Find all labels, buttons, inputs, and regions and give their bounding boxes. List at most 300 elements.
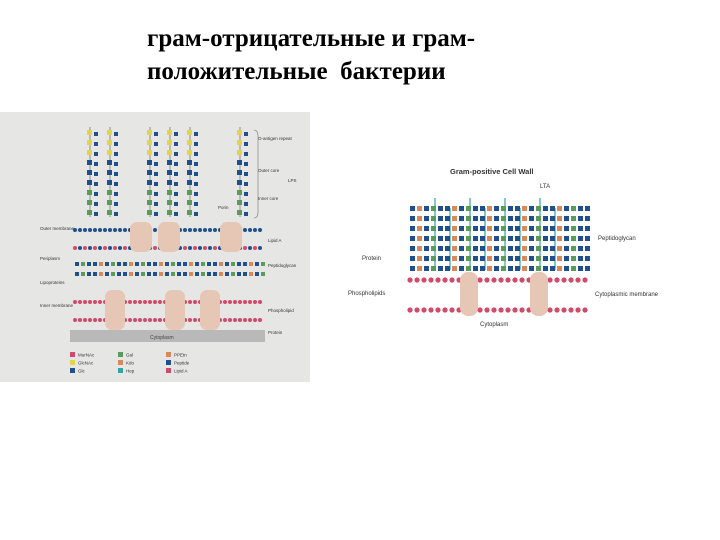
gp-pg-sugar — [487, 266, 492, 271]
im-inner-head — [83, 318, 87, 322]
lps-sugar — [237, 150, 242, 155]
im-inner-head — [248, 318, 252, 322]
gp-pg-sugar — [557, 256, 562, 261]
lps-sugar — [187, 200, 192, 205]
gp-pg-sugar — [494, 216, 499, 221]
gp-membrane-protein — [530, 272, 548, 316]
gp-pg-sugar — [487, 216, 492, 221]
om-outer-head — [248, 228, 252, 232]
membrane-protein — [105, 290, 125, 330]
gp-pg-sugar — [438, 236, 443, 241]
gp-pg-sugar — [536, 266, 541, 271]
gp-pg-sugar — [494, 206, 499, 211]
pg-sugar — [165, 262, 169, 266]
gp-pg-sugar — [571, 246, 576, 251]
im-outer-head — [223, 300, 227, 304]
om-inner-head — [113, 246, 117, 250]
gp-pg-sugar — [515, 256, 520, 261]
pg-sugar — [117, 272, 121, 276]
gp-mem-outer-head — [442, 277, 447, 282]
gp-mem-inner-head — [505, 307, 510, 312]
gp-pg-sugar — [494, 236, 499, 241]
om-inner-head — [103, 246, 107, 250]
gp-pg-sugar — [536, 256, 541, 261]
im-inner-head — [188, 318, 192, 322]
pg-sugar — [135, 272, 139, 276]
lps-sugar — [87, 130, 92, 135]
gp-pg-sugar — [438, 216, 443, 221]
gp-pg-sugar — [543, 246, 548, 251]
pg-sugar — [231, 262, 235, 266]
pg-sugar — [255, 272, 259, 276]
gp-pg-sugar — [557, 246, 562, 251]
im-outer-head — [238, 300, 242, 304]
gp-pg-sugar — [501, 256, 506, 261]
gp-pg-sugar — [459, 226, 464, 231]
gp-pg-sugar — [501, 266, 506, 271]
gp-pg-sugar — [550, 246, 555, 251]
gp-pg-sugar — [522, 216, 527, 221]
im-inner-head — [193, 318, 197, 322]
lps-sugar — [107, 160, 112, 165]
gp-pg-sugar — [536, 226, 541, 231]
pg-sugar — [93, 272, 97, 276]
legend-label: Kdo — [126, 360, 135, 366]
im-inner-head — [128, 318, 132, 322]
gp-pg-sugar — [501, 226, 506, 231]
pg-sugar — [183, 272, 187, 276]
lps-sugar — [107, 180, 112, 185]
im-outer-head — [138, 300, 142, 304]
pg-sugar — [195, 262, 199, 266]
gp-mem-inner-head — [519, 307, 524, 312]
lps-branch — [194, 212, 198, 216]
gram-positive-svg — [340, 150, 720, 350]
om-outer-head — [88, 228, 92, 232]
im-inner-head — [253, 318, 257, 322]
lps-branch — [244, 192, 248, 196]
cytoplasm-label: Cytoplasm — [150, 335, 174, 341]
gp-pg-sugar — [438, 246, 443, 251]
lps-chains — [87, 127, 248, 217]
membrane-protein — [165, 290, 185, 330]
lps-sugar — [87, 160, 92, 165]
im-inner-head — [148, 318, 152, 322]
gp-pg-sugar — [424, 226, 429, 231]
lps-branch — [114, 172, 118, 176]
gp-mem-outer-head — [491, 277, 496, 282]
pg-sugar — [243, 262, 247, 266]
lps-sugar — [167, 160, 172, 165]
pg-sugar — [207, 272, 211, 276]
pg-sugar — [123, 262, 127, 266]
gp-pg-sugar — [466, 256, 471, 261]
gp-pg-sugar — [501, 246, 506, 251]
gp-pg-sugar — [564, 216, 569, 221]
gp-pg-sugar — [452, 226, 457, 231]
gp-pg-sugar — [431, 256, 436, 261]
gp-mem-inner-head — [449, 307, 454, 312]
gp-pg-sugar — [466, 266, 471, 271]
lps-branch — [94, 172, 98, 176]
lps-branch — [114, 182, 118, 186]
gp-pg-sugar — [501, 236, 506, 241]
gp-mem-inner-head — [554, 307, 559, 312]
gp-pg-sugar — [564, 266, 569, 271]
lps-branch — [194, 132, 198, 136]
lps-sugar — [147, 190, 152, 195]
om-inner-head — [93, 246, 97, 250]
pg-sugar — [141, 262, 145, 266]
pg-sugar — [129, 272, 133, 276]
gp-pg-sugar — [487, 236, 492, 241]
lps-sugar — [187, 180, 192, 185]
pg-sugar — [177, 262, 181, 266]
gp-pg-sugar — [417, 256, 422, 261]
gp-mem-inner-head — [414, 307, 419, 312]
om-outer-head — [123, 228, 127, 232]
gp-pg-sugar — [543, 226, 548, 231]
legend-swatch — [118, 352, 123, 357]
gp-pg-sugar — [452, 256, 457, 261]
lps-sugar — [147, 150, 152, 155]
gp-pg-sugar — [445, 236, 450, 241]
lps-sugar — [107, 190, 112, 195]
pg-sugar — [249, 272, 253, 276]
om-inner-head — [203, 246, 207, 250]
pg-sugar — [111, 272, 115, 276]
gp-pg-sugar — [410, 206, 415, 211]
pg-sugar — [93, 262, 97, 266]
pg-sugar — [231, 272, 235, 276]
gp-pg-sugar — [424, 256, 429, 261]
lps-branch — [94, 142, 98, 146]
gp-pg-sugar — [578, 206, 583, 211]
lps-branch — [114, 212, 118, 216]
lps-branch — [244, 162, 248, 166]
gp-pg-sugar — [466, 206, 471, 211]
om-outer-head — [253, 228, 257, 232]
lps-branch — [174, 172, 178, 176]
pg-sugar — [81, 262, 85, 266]
om-inner-head — [248, 246, 252, 250]
gp-pg-sugar — [438, 256, 443, 261]
im-outer-head — [248, 300, 252, 304]
peptidoglycan-layer — [75, 262, 265, 276]
lps-sugar — [87, 210, 92, 215]
gp-pg-sugar — [473, 216, 478, 221]
legend-label: Lipid A — [174, 368, 188, 374]
legend-label: Glc — [78, 368, 85, 374]
im-outer-head — [253, 300, 257, 304]
gp-pg-sugar — [459, 206, 464, 211]
pg-sugar — [111, 262, 115, 266]
pg-sugar — [99, 262, 103, 266]
om-outer-head — [213, 228, 217, 232]
title-line-1: грам-отрицательные и грам- — [147, 25, 476, 52]
lps-sugar — [237, 130, 242, 135]
lps-sugar — [167, 200, 172, 205]
lps-sugar — [167, 130, 172, 135]
om-inner-head — [258, 246, 262, 250]
title-line-2: положительные бактерии — [147, 58, 446, 85]
gp-pg-sugar — [438, 206, 443, 211]
gp-mem-outer-head — [407, 277, 412, 282]
inner-core-label: Inner core — [258, 196, 279, 201]
gp-mem-inner-head — [547, 307, 552, 312]
gp-pg-sugar — [578, 236, 583, 241]
gp-pg-sugar — [543, 216, 548, 221]
gp-pg-sugar — [557, 206, 562, 211]
gp-pg-sugar — [529, 206, 534, 211]
lps-branch — [94, 202, 98, 206]
legend-swatch — [70, 360, 75, 365]
gp-mem-outer-head — [435, 277, 440, 282]
pg-sugar — [75, 272, 79, 276]
gp-pg-sugar — [543, 266, 548, 271]
gp-pg-sugar — [424, 246, 429, 251]
gp-pg-sugar — [536, 236, 541, 241]
lps-sugar — [167, 170, 172, 175]
lps-branch — [114, 192, 118, 196]
lps-branch — [194, 182, 198, 186]
gp-pg-sugar — [452, 246, 457, 251]
om-inner-head — [153, 246, 157, 250]
gp-pg-sugar — [585, 236, 590, 241]
gp-pg-sugar — [487, 246, 492, 251]
gp-mem-outer-head — [477, 277, 482, 282]
gp-phospholipids-label: Phospholipids — [348, 291, 386, 297]
lps-sugar — [87, 150, 92, 155]
gp-pg-sugar — [431, 206, 436, 211]
gp-mem-outer-head — [421, 277, 426, 282]
om-outer-head — [188, 228, 192, 232]
im-inner-head — [88, 318, 92, 322]
gp-mem-inner-head — [484, 307, 489, 312]
gp-pg-sugar — [494, 256, 499, 261]
gp-pg-sugar — [571, 216, 576, 221]
lps-sugar — [167, 210, 172, 215]
lps-sugar — [237, 200, 242, 205]
gram-negative-diagram — [0, 112, 310, 382]
lps-branch — [244, 142, 248, 146]
pg-sugar — [117, 262, 121, 266]
lps-branch — [244, 132, 248, 136]
lps-sugar — [107, 130, 112, 135]
gp-pg-sugar — [459, 256, 464, 261]
im-inner-head — [233, 318, 237, 322]
gp-pg-sugar — [522, 246, 527, 251]
gp-pg-sugar — [501, 216, 506, 221]
om-outer-head — [93, 228, 97, 232]
legend-label: GlcNAc — [78, 360, 94, 366]
gp-pg-sugar — [564, 206, 569, 211]
im-outer-head — [133, 300, 137, 304]
gp-pg-sugar — [473, 236, 478, 241]
periplasm-label: Periplasm — [40, 256, 61, 261]
im-outer-head — [233, 300, 237, 304]
im-outer-head — [153, 300, 157, 304]
legend-label: Peptide — [174, 360, 190, 366]
lps-sugar — [167, 150, 172, 155]
pg-sugar — [201, 272, 205, 276]
pg-sugar — [165, 272, 169, 276]
gp-pg-sugar — [445, 226, 450, 231]
gp-pg-sugar — [578, 226, 583, 231]
gp-pg-sugar — [473, 206, 478, 211]
gp-pg-sugar — [494, 246, 499, 251]
gp-pg-sugar — [571, 206, 576, 211]
lps-sugar — [147, 140, 152, 145]
gp-pg-sugar — [438, 226, 443, 231]
lps-sugar — [147, 210, 152, 215]
gp-pg-sugar — [571, 266, 576, 271]
gp-pg-sugar — [480, 216, 485, 221]
gp-pg-sugar — [508, 236, 513, 241]
gp-pg-sugar — [417, 236, 422, 241]
gp-pg-sugar — [487, 226, 492, 231]
pg-sugar — [159, 262, 163, 266]
gp-pg-sugar — [585, 226, 590, 231]
lps-sugar — [107, 200, 112, 205]
gp-pg-sugar — [445, 246, 450, 251]
gp-pg-sugar — [578, 256, 583, 261]
om-inner-head — [83, 246, 87, 250]
outer-core-label: Outer core — [258, 168, 280, 173]
gp-pg-sugar — [557, 226, 562, 231]
gp-mem-inner-head — [442, 307, 447, 312]
gp-pg-sugar — [480, 266, 485, 271]
gp-pg-sugar — [522, 236, 527, 241]
pg-sugar — [213, 272, 217, 276]
gp-mem-outer-head — [512, 277, 517, 282]
lps-branch — [114, 132, 118, 136]
lps-branch — [174, 132, 178, 136]
gp-pg-sugar — [424, 236, 429, 241]
om-inner-head — [208, 246, 212, 250]
pg-sugar — [261, 272, 265, 276]
gp-pg-sugar — [417, 246, 422, 251]
gp-pg-sugar — [550, 226, 555, 231]
om-outer-head — [118, 228, 122, 232]
lps-sugar — [147, 170, 152, 175]
pg-sugar — [147, 272, 151, 276]
lps-branch — [194, 152, 198, 156]
gp-pg-sugar — [431, 266, 436, 271]
gp-pg-sugar — [543, 236, 548, 241]
gp-pg-sugar — [487, 206, 492, 211]
im-outer-head — [188, 300, 192, 304]
gp-peptidoglycan-label: Peptidoglycan — [598, 236, 636, 242]
om-inner-head — [123, 246, 127, 250]
gp-pg-sugar — [480, 206, 485, 211]
outer-membrane-layer — [73, 222, 262, 252]
lps-branch — [174, 212, 178, 216]
om-inner-head — [78, 246, 82, 250]
lps-sugar — [87, 180, 92, 185]
pg-sugar — [195, 272, 199, 276]
gp-pg-sugar — [417, 226, 422, 231]
legend-swatch — [166, 360, 171, 365]
gp-mem-outer-head — [561, 277, 566, 282]
om-outer-head — [198, 228, 202, 232]
lps-sugar — [187, 170, 192, 175]
pg-sugar — [225, 272, 229, 276]
lps-branch — [154, 152, 158, 156]
gp-mem-outer-head — [568, 277, 573, 282]
legend-swatch — [70, 352, 75, 357]
lps-sugar — [237, 160, 242, 165]
pg-sugar — [201, 262, 205, 266]
gp-mem-inner-head — [428, 307, 433, 312]
om-outer-head — [153, 228, 157, 232]
pg-sugar — [99, 272, 103, 276]
gp-pg-sugar — [508, 226, 513, 231]
gp-pg-sugar — [543, 206, 548, 211]
om-outer-head — [243, 228, 247, 232]
gp-pg-sugar — [452, 216, 457, 221]
gp-pg-sugar — [550, 256, 555, 261]
pg-sugar — [213, 262, 217, 266]
legend-swatch — [70, 368, 75, 373]
slide-title — [147, 22, 667, 88]
gp-pg-sugar — [571, 236, 576, 241]
gp-pg-sugar — [501, 206, 506, 211]
legend-swatch — [118, 368, 123, 373]
pg-sugar — [237, 262, 241, 266]
gp-pg-sugar — [473, 266, 478, 271]
gp-pg-sugar — [529, 236, 534, 241]
om-outer-head — [258, 228, 262, 232]
membrane-protein — [200, 290, 220, 330]
im-inner-head — [133, 318, 137, 322]
gp-pg-sugar — [480, 246, 485, 251]
gp-pg-sugar — [417, 266, 422, 271]
om-inner-head — [183, 246, 187, 250]
gp-pg-sugar — [564, 226, 569, 231]
lps-branch — [244, 212, 248, 216]
im-inner-head — [78, 318, 82, 322]
gp-mem-inner-head — [561, 307, 566, 312]
gp-pg-sugar — [459, 236, 464, 241]
legend — [70, 352, 190, 374]
gp-pg-sugar — [508, 216, 513, 221]
gp-mem-inner-head — [582, 307, 587, 312]
lps-branch — [154, 212, 158, 216]
im-outer-head — [228, 300, 232, 304]
gp-mem-outer-head — [414, 277, 419, 282]
lps-branch — [244, 152, 248, 156]
lps-sugar — [187, 140, 192, 145]
lps-sugar — [167, 140, 172, 145]
lps-sugar — [237, 180, 242, 185]
gp-mem-outer-head — [428, 277, 433, 282]
lps-branch — [154, 202, 158, 206]
lps-sugar — [107, 170, 112, 175]
om-outer-head — [208, 228, 212, 232]
gp-pg-sugar — [417, 216, 422, 221]
gp-mem-inner-head — [435, 307, 440, 312]
im-inner-head — [73, 318, 77, 322]
gp-mem-inner-head — [512, 307, 517, 312]
om-inner-head — [108, 246, 112, 250]
im-inner-head — [93, 318, 97, 322]
im-outer-head — [93, 300, 97, 304]
pg-sugar — [87, 262, 91, 266]
lps-sugar — [237, 190, 242, 195]
gp-pg-sugar — [431, 216, 436, 221]
gp-pg-sugar — [578, 246, 583, 251]
